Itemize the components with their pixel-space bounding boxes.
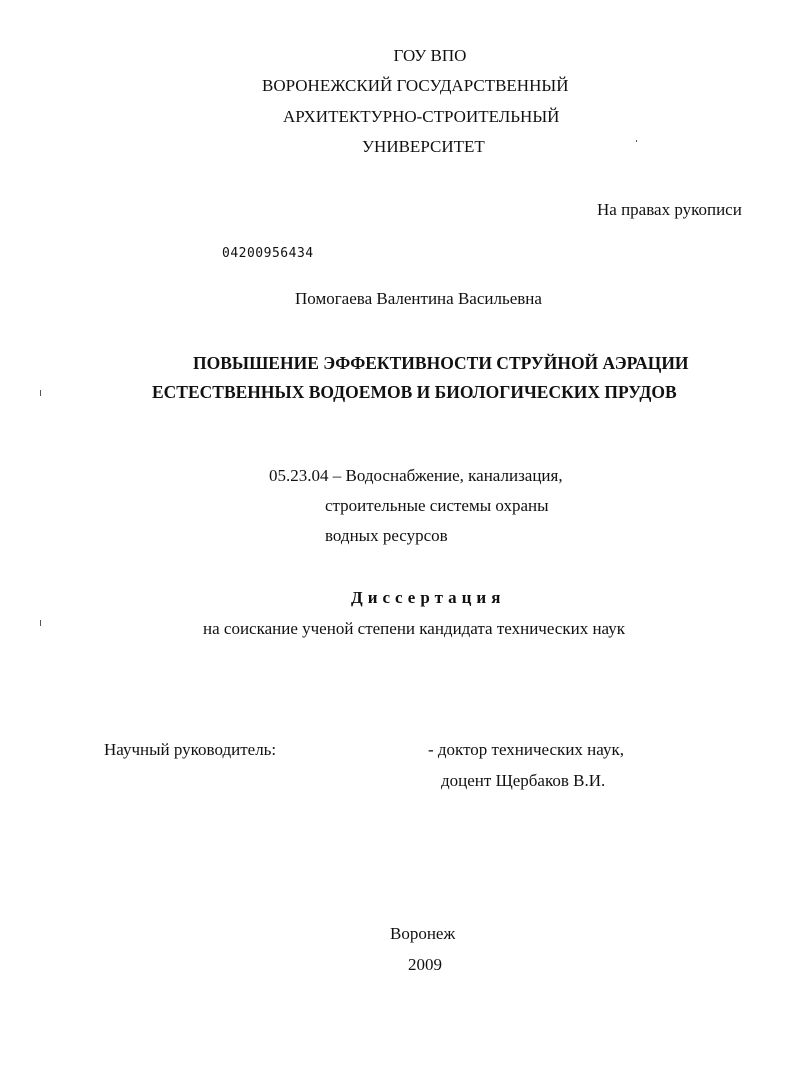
supervisor-label: Научный руководитель:: [104, 740, 277, 759]
city: Воронеж: [390, 924, 456, 943]
supervisor-line-1: - доктор технических наук,: [428, 740, 624, 759]
year: 2009: [408, 955, 442, 974]
author-name: Помогаева Валентина Васильевна: [295, 289, 542, 308]
scan-mark: [40, 390, 41, 396]
scan-mark: [40, 620, 41, 626]
supervisor-line-2: доцент Щербаков В.И.: [441, 771, 606, 790]
registry-number: 04200956434: [222, 246, 314, 261]
specialty-line-3: водных ресурсов: [325, 526, 448, 545]
document-type: Диссертация: [351, 588, 506, 607]
specialty-line-1: 05.23.04 – Водоснабжение, канализация,: [269, 466, 563, 485]
manuscript-note: На правах рукописи: [597, 200, 742, 219]
title-line-1: ПОВЫШЕНИЕ ЭФФЕКТИВНОСТИ СТРУЙНОЙ АЭРАЦИИ: [193, 353, 689, 373]
header-line-1: ГОУ ВПО: [393, 46, 467, 65]
degree-line: на соискание ученой степени кандидата технических наук: [203, 619, 626, 638]
scan-speck: [636, 140, 637, 142]
header-line-4: УНИВЕРСИТЕТ: [362, 137, 485, 156]
header-line-3: АРХИТЕКТУРНО-СТРОИТЕЛЬНЫЙ: [283, 107, 560, 126]
header-line-2: ВОРОНЕЖСКИЙ ГОСУДАРСТВЕННЫЙ: [262, 76, 569, 95]
title-line-2: ЕСТЕСТВЕННЫХ ВОДОЕМОВ И БИОЛОГИЧЕСКИХ ПРУДОВ: [152, 382, 677, 402]
specialty-line-2: строительные системы охраны: [325, 496, 549, 515]
